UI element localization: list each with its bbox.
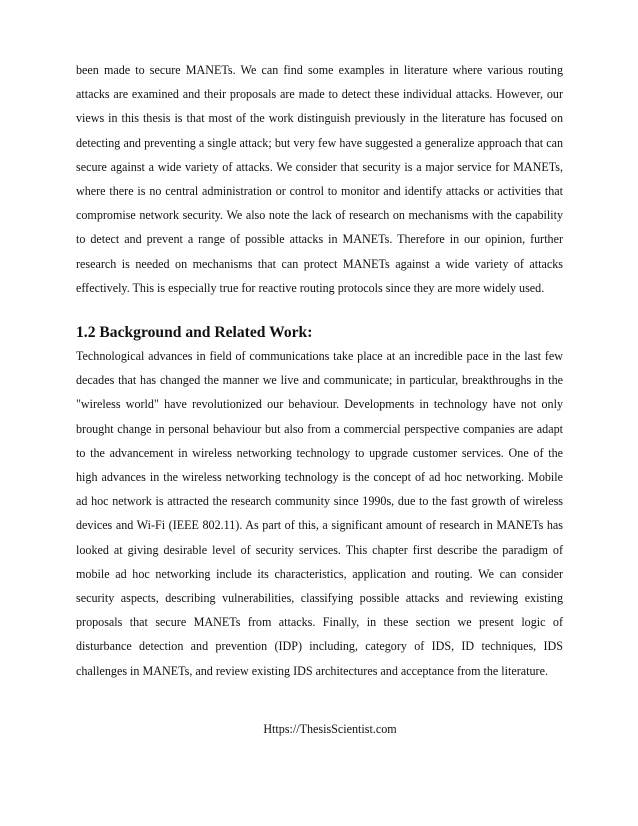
intro-paragraph: been made to secure MANETs. We can find some examples in literature where various routing attacks are examined and their proposals are made to detect these individual attacks. However, our views in this thesis is that most of the work distinguish previously in the literature has focused on detecting and preventing a single attack; but very few have suggested a generalize approach that can secure against a wide variety of attacks. We consider that security is a major service for MANETs, where there is no central administration or control to monitor and identify attacks or activities that compromise network security. We also note the lack of research on mechanisms with the capability to detect and prevent a range of possible attacks in MANETs. Therefore in our opinion, further research is needed on mechanisms that can protect MANETs against a wide variety of attacks effectively. This is especially true for reactive routing protocols since they are more widely used. <box>76 63 563 295</box>
section-heading: 1.2 Background and Related Work: <box>76 324 313 342</box>
document-page <box>76 58 563 683</box>
page-footer: Https://ThesisScientist.com <box>263 722 397 736</box>
section-paragraph: Technological advances in field of communications take place at an incredible pace in the last few decades that has changed the manner we live and communicate; in particular, breakthroughs in the "wireless world" have revolutionized our behaviour. Developments in technology have not only brought change in personal behaviour but also from a commercial perspective companies are adapt to the advancement in wireless networking technology to upgrade customer services. One of the high advances in the wireless networking technology is the concept of ad hoc networking. Mobile ad hoc network is attracted the research community since 1990s, due to the fast growth of wireless devices and Wi-Fi (IEEE 802.11). As part of this, a significant amount of research in MANETs has looked at giving desirable level of security services. This chapter first describe the paradigm of mobile ad hoc networking include its characteristics, application and routing. We can consider security aspects, describing vulnerabilities, classifying possible attacks and reviewing existing proposals that secure MANETs from attacks. Finally, in these section we present logic of disturbance detection and prevention (IDP) including, category of IDS, ID techniques, IDS challenges in MANETs, and review existing IDS architectures and acceptance from the literature. <box>76 349 563 678</box>
